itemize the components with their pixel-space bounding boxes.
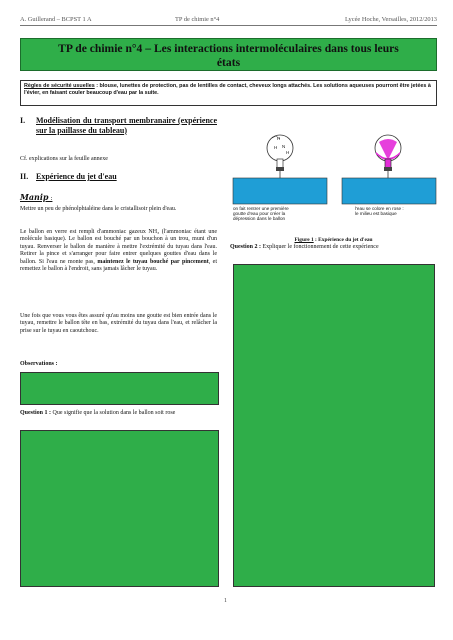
svg-text:N: N — [282, 144, 286, 149]
p2-bold: maintenez le tuyau bouché par pincement — [97, 258, 209, 265]
page-title — [21, 39, 436, 70]
p2-end: , et remettez le ballon à l'endroit, sans jamais lâcher le tuyau. — [20, 258, 217, 273]
observations-answer-box[interactable] — [20, 372, 219, 405]
manip-label: Manip — [20, 192, 49, 202]
figure-caption — [230, 237, 437, 243]
section-1-note: Cf. explications sur la feuille annexe — [20, 156, 108, 162]
section-1-title: Modélisation du transport membranaire (expérience sur la paillasse du tableau) — [36, 116, 217, 135]
svg-text:H: H — [286, 150, 290, 155]
manip-heading — [20, 192, 52, 202]
question-1-text: Que signifie que la solution dans le ballon soit rose — [51, 410, 176, 416]
safety-rules — [20, 80, 437, 106]
header-tp: TP de chimie n°4 — [175, 16, 220, 23]
header-school: Lycée Hoche, Versailles, 2012/2013 — [345, 16, 437, 23]
instruction-paragraph-2 — [20, 229, 217, 273]
figure-caption-text: : Expérience du jet d'eau — [313, 237, 373, 243]
question-2-text: Expliquer le fonctionnement de cette expérience — [261, 244, 379, 250]
svg-text:H: H — [274, 145, 278, 150]
manip-colon: : — [48, 195, 53, 202]
question-2-answer-box[interactable] — [233, 264, 435, 587]
p2-text: Le ballon en verre est rempli d'ammoniac gazeux NH₃ (l'ammoniac étant une molécule basique). Le ballon est bouché par un bouchon à un trou, muni d'un tuyau. Renverser le ballon de manière à mettre l'extrémité du tuyau dans l'eau. Retirer la pince et s'arranger pour faire entrer quelques gouttes d'eau dans le ballon. Si l'eau ne monte pas, — [20, 229, 217, 265]
right-figure-label: l'eau se colore en rose : le milieu est basique — [355, 206, 404, 217]
page-header — [20, 16, 437, 26]
question-1-answer-box[interactable] — [20, 430, 219, 587]
title-line-1: TP de chimie n°4 – Les interactions intermoléculaires dans tous leurs — [58, 42, 399, 55]
safety-text: : blouse, lunettes de protection, pas de lentilles de contact, cheveux longs attachés. Les solutions aqueuses pourront être jetées à l'évier, en faisant couler beaucoup d'eau par la suite. — [24, 83, 431, 96]
question-1 — [20, 410, 217, 417]
fountain-experiment-illustration — [230, 130, 437, 238]
question-2-label: Question 2 : — [230, 244, 262, 250]
section-2-number: II. — [20, 172, 29, 181]
page-number: 1 — [224, 598, 227, 604]
figure-caption-label: Figure 1 — [294, 237, 314, 243]
question-1-label: Question 1 : — [20, 410, 52, 416]
svg-text:H: H — [277, 136, 281, 141]
left-figure-label: on fait rentrer une première goutte d'eau pour créer la dépression dans le ballon — [233, 206, 289, 222]
title-line-2: états — [216, 56, 241, 69]
section-1-number: I. — [20, 116, 26, 125]
title-box — [20, 38, 437, 71]
question-2 — [230, 244, 437, 251]
figure-1 — [230, 130, 437, 238]
safety-label: Règles de sécurité usuelles — [24, 83, 95, 89]
section-2-title: Expérience du jet d'eau — [36, 172, 117, 181]
right-setup — [342, 135, 436, 204]
instruction-paragraph-1: Mettre un peu de phénolphtaléine dans le cristallisoir plein d'eau. — [20, 206, 177, 212]
left-setup — [233, 135, 327, 204]
instruction-paragraph-3: Une fois que vous vous êtes assuré qu'au moins une goutte est bien entrée dans le tuyau, remettre le ballon tête en bas, extrémité du tuyau dans l'eau, et relâcher la prise sur le tuyau en caoutchouc. — [20, 313, 217, 334]
section-1-heading — [20, 116, 217, 135]
section-2-heading — [20, 172, 217, 182]
header-author: A. Guillerand – BCPST 1 A — [20, 16, 92, 23]
observations-label: Observations : — [20, 361, 58, 367]
